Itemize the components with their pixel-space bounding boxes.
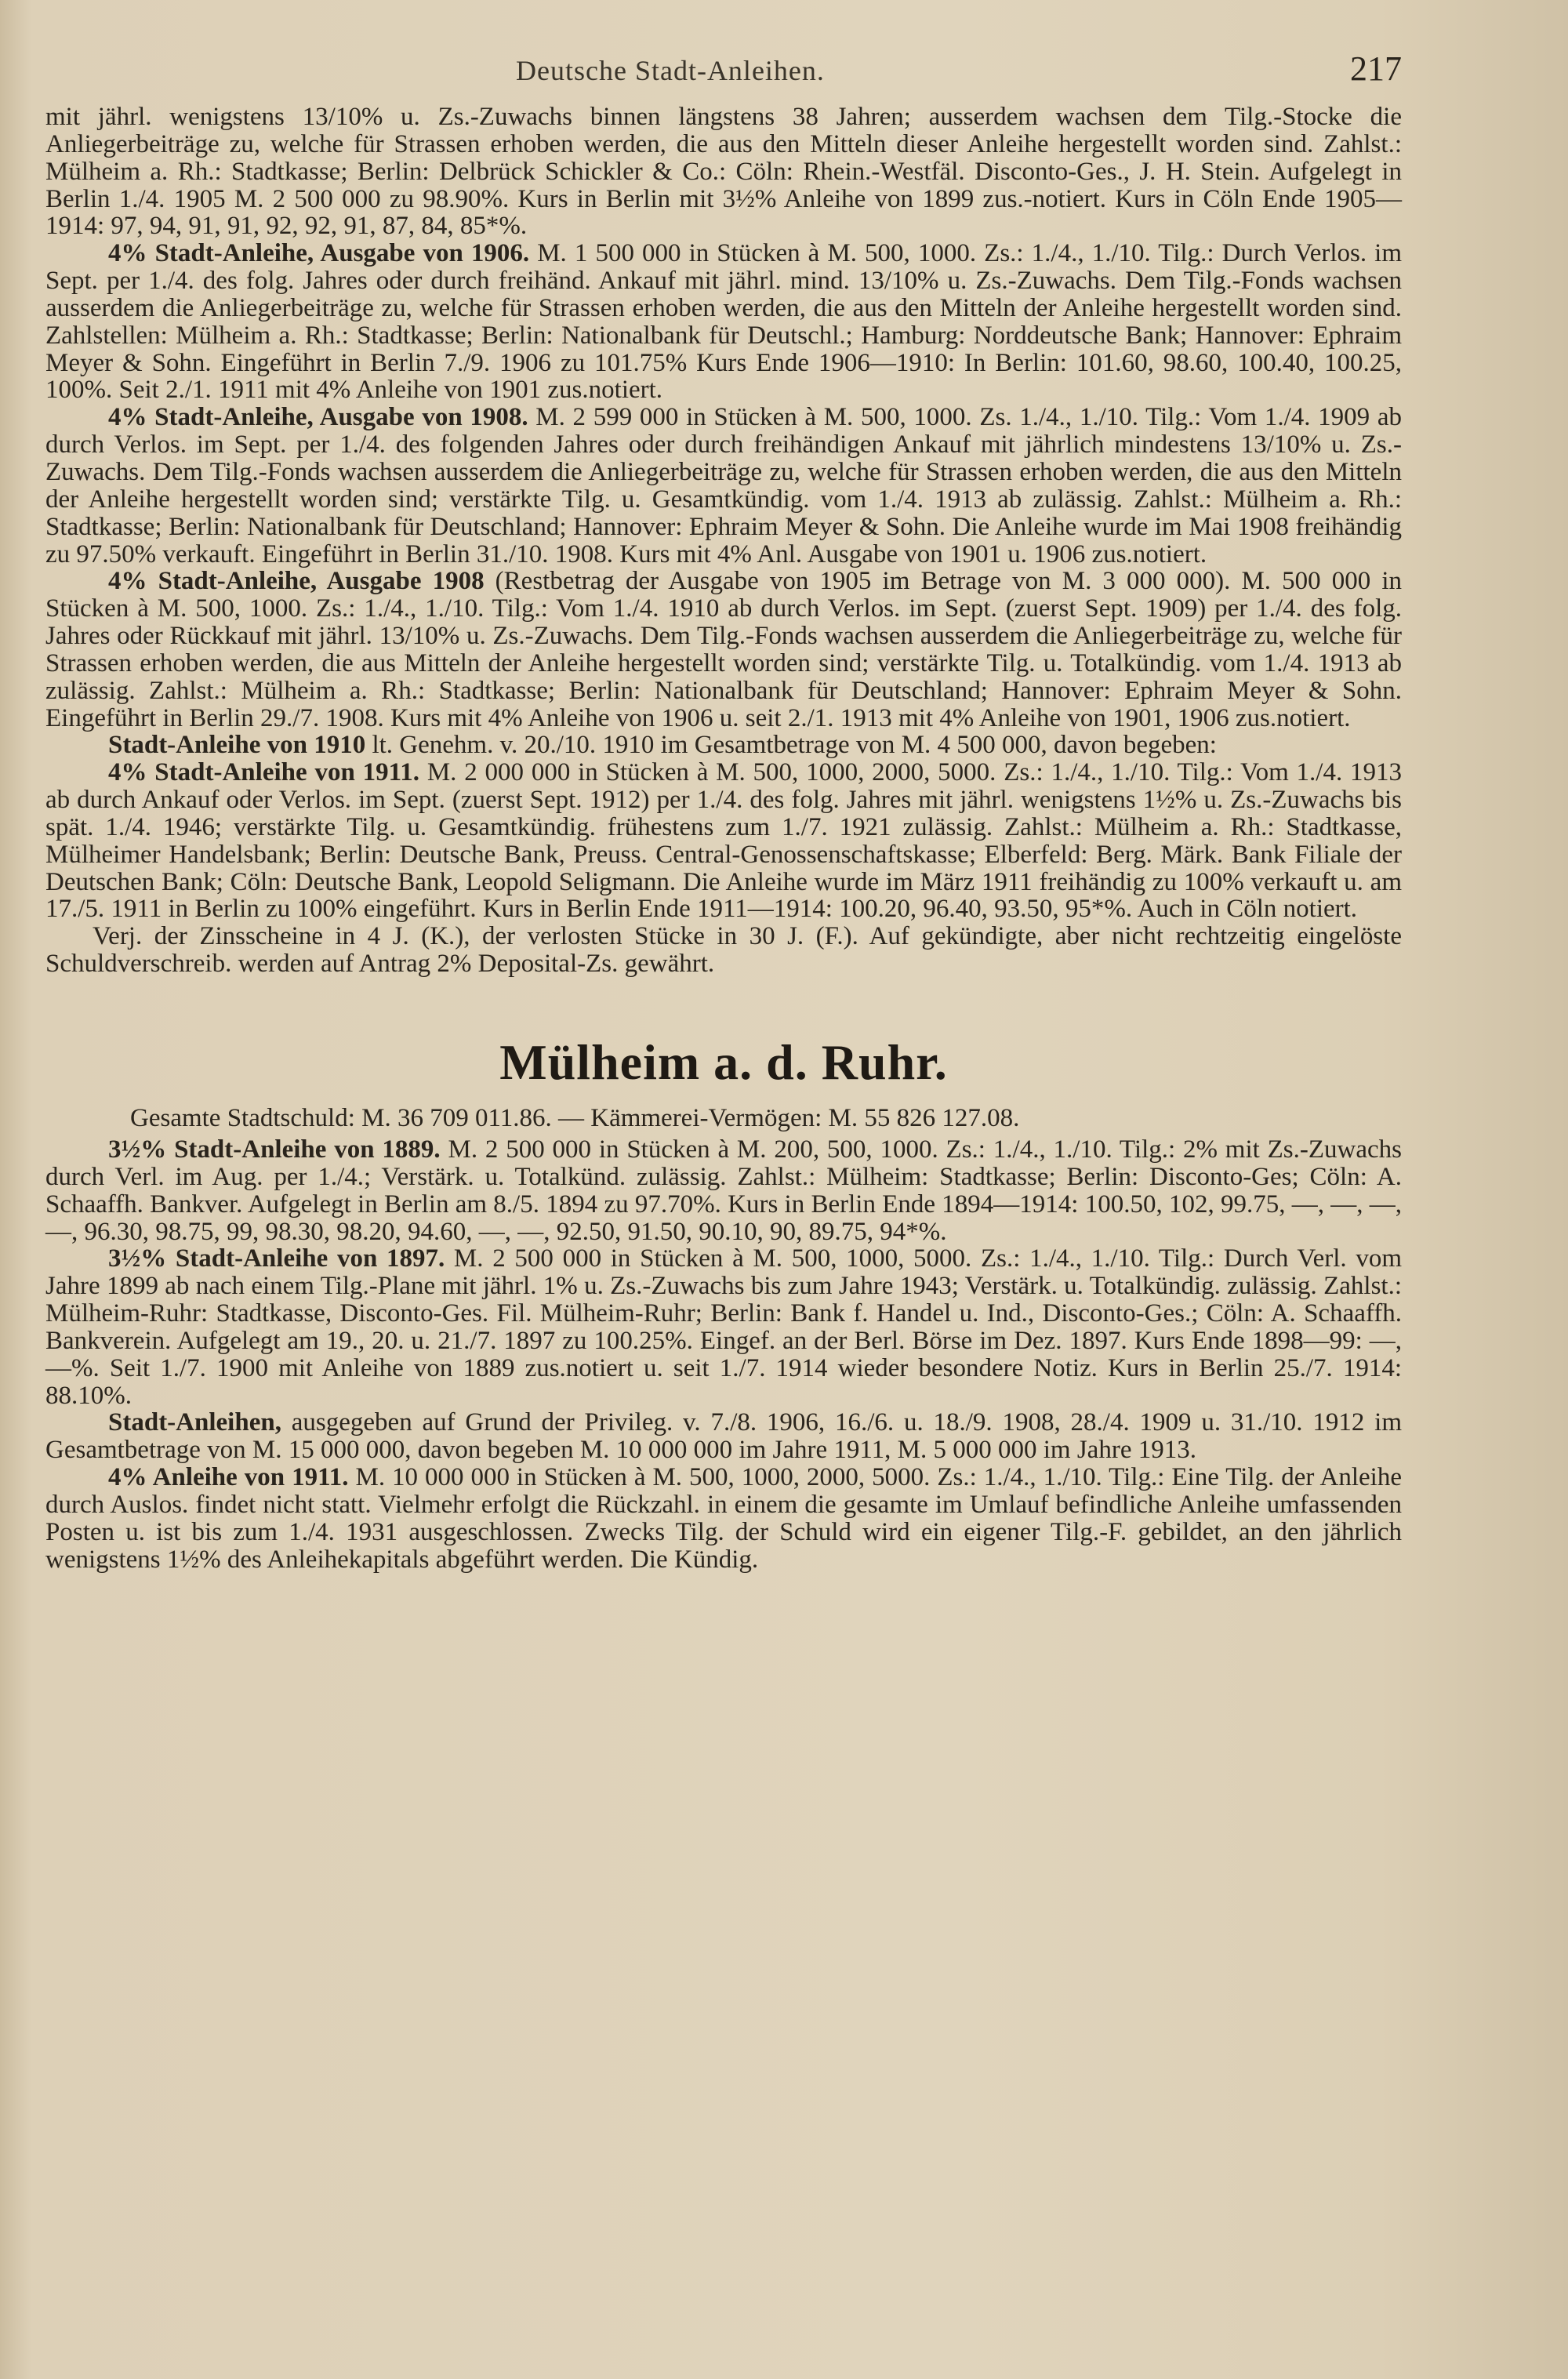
entry-heading: Stadt-Anleihen,	[108, 1408, 281, 1437]
entry-body: M. 2 500 000 in Stücken à M. 200, 500, 1000. Zs.: 1./4., 1./10. Tilg.: 2% mit Zs.-Zuwachs durch Verl. im Aug. per 1./4.; Verstärk. u. Totalkünd. zulässig. Zahlst.: Mülheim: Stadtkasse; Berlin: Disconto-Ges; Cöln: A. Schaaffh. Bankver. Aufgelegt in Berlin am 8./5. 1894 zu 97.70%. Kurs in Berlin Ende 1894—1914: 100.50, 102, 99.75, —, —, —, —, 96.30, 98.75, 99, 98.30, 98.20, 94.60, —, —, 92.50, 91.50, 90.10, 90, 89.75, 94*%.	[45, 1135, 1402, 1246]
entry-anleihe-1908-rest	[45, 568, 1402, 732]
entry-stadt-anleihen	[45, 1409, 1402, 1464]
entry-body: (Restbetrag der Ausgabe von 1905 im Betrage von M. 3 000 000). M. 500 000 in Stücken à M. 500, 1000. Zs.: 1./4., 1./10. Tilg.: Vom 1./4. 1910 ab durch Verlos. im Sept. (zuerst Sept. 1909) per 1./4. des folg. Jahres oder Rückkauf mit jährl. 13/10% u. Zs.-Zuwachs. Dem Tilg.-Fonds wachsen ausserdem die Anliegerbeiträge zu, welche für Strassen erhoben werden, die aus Mitteln der Anleihe hergestellt worden sind; verstärkte Tilg. u. Totalkündig. vom 1./4. 1913 ab zulässig. Zahlst.: Mülheim a. Rh.: Stadtkasse; Berlin: Nationalbank für Deutschland; Hannover: Ephraim Meyer & Sohn. Eingeführt in Berlin 29./7. 1908. Kurs mit 4% Anleihe von 1906 u. seit 2./1. 1913 mit 4% Anleihe von 1901, 1906 zus.notiert.	[45, 567, 1402, 732]
section-title: Mülheim a. d. Ruhr.	[499, 1034, 948, 1090]
paragraph-verjaehrung: Verj. der Zinsscheine in 4 J. (K.), der verlosten Stücke in 30 J. (F.). Auf gekündigte, aber nicht rechtzeitig eingelöste Schuldverschreib. werden auf Antrag 2% Deposital-Zs. gewährt.	[45, 922, 1402, 979]
debt-summary: Gesamte Stadtschuld: M. 36 709 011.86. — Kämmerei-Vermögen: M. 55 826 127.08.	[130, 1104, 1020, 1132]
entry-heading: 4% Stadt-Anleihe, Ausgabe von 1906.	[108, 239, 530, 268]
paragraph-continuation: mit jährl. wenigstens 13/10% u. Zs.-Zuwachs binnen längstens 38 Jahren; ausserdem wachsen dem Tilg.-Stocke die Anliegerbeiträge zu, welche für Strassen erhoben werden, die aus den Mitteln dieser Anleihe hergestellt worden sind. Zahlst.: Mülheim a. Rh.: Stadtkasse; Berlin: Delbrück Schickler & Co.: Cöln: Rhein.-Westfäl. Disconto-Ges., J. H. Stein. Aufgelegt in Berlin 1./4. 1905 M. 2 500 000 zu 98.90%. Kurs in Berlin mit 3½% Anleihe von 1899 zus.-notiert. Kurs in Cöln Ende 1905—1914: 97, 94, 91, 91, 92, 92, 91, 87, 84, 85*%.	[45, 103, 1402, 241]
entry-anleihe-1906	[45, 240, 1402, 404]
running-title: Deutsche Stadt-Anleihen.	[516, 55, 825, 86]
entry-heading: 4% Anleihe von 1911.	[108, 1463, 349, 1492]
entry-heading: 3½% Stadt-Anleihe von 1897.	[108, 1244, 445, 1273]
section-muelheim-ruhr	[45, 1031, 1402, 1574]
entry-anleihe-1910	[45, 732, 1402, 759]
entry-body: M. 10 000 000 in Stücken à M. 500, 1000, 2000, 5000. Zs.: 1./4., 1./10. Tilg.: Eine Tilg. der Anleihe durch Auslos. findet nicht statt. Vielmehr erfolgt die Rückzahl. in einem die gesamte im Umlauf befindliche Anleihe umfassenden Posten u. ist bis zum 1./4. 1931 ausgeschlossen. Zwecks Tilg. der Schuld wird ein eigener Tilg.-F. gebildet, an den jährlich wenigstens 1½% des Anleihekapitals abgeführt werden. Die Kündig.	[45, 1463, 1403, 1574]
entry-body: M. 2 500 000 in Stücken à M. 500, 1000, 5000. Zs.: 1./4., 1./10. Tilg.: Durch Verl. vom Jahre 1899 ab nach einem Tilg.-Plane mit jährl. 1% u. Zs.-Zuwachs bis zum Jahre 1943; Verstärk. u. Totalkündig. zulässig. Zahlst.: Mülheim-Ruhr: Stadtkasse, Disconto-Ges. Fil. Mülheim-Ruhr; Berlin: Bank f. Handel u. Ind., Disconto-Ges.; Cöln: A. Schaaffh. Bankverein. Aufgelegt am 19., 20. u. 21./7. 1897 zu 100.25%. Eingef. an der Berl. Börse im Dez. 1897. Kurs Ende 1898—99: —, —%. Seit 1./7. 1900 mit Anleihe von 1889 zus.notiert u. seit 1./7. 1914 wieder besondere Notiz. Kurs in Berlin 25./7. 1914: 88.10%.	[45, 1244, 1403, 1410]
entry-anleihe-1911	[45, 759, 1402, 923]
entry-anleihe-1897	[45, 1245, 1402, 1409]
entry-heading: 3½% Stadt-Anleihe von 1889.	[108, 1135, 441, 1164]
entry-anleihe-1908	[45, 404, 1402, 568]
entry-heading: 4% Stadt-Anleihe, Ausgabe 1908	[108, 567, 485, 596]
entry-body: M. 2 599 000 in Stücken à M. 500, 1000. Zs. 1./4., 1./10. Tilg.: Vom 1./4. 1909 ab durch Verlos. im Sept. per 1./4. des folgenden Jahres oder durch freihändigen Ankauf mit jährlich mindestens 13/10% u. Zs.-Zuwachs. Dem Tilg.-Fonds wachsen ausserdem die Anliegerbeiträge zu, welche für Strassen erhoben werden, die aus den Mitteln der Anleihe hergestellt worden sind; verstärkte Tilg. u. Gesamtkündig. vom 1./4. 1913 ab zulässig. Zahlst.: Mülheim a. Rh.: Stadtkasse; Berlin: Nationalbank für Deutschland; Hannover: Ephraim Meyer & Sohn. Die Anleihe wurde im Mai 1908 freihändig zu 97.50% verkauft. Eingeführt in Berlin 31./10. 1908. Kurs mit 4% Anl. Ausgabe von 1901 u. 1906 zus.notiert.	[45, 403, 1403, 568]
entry-anleihe-1889	[45, 1136, 1402, 1245]
entry-body: lt. Genehm. v. 20./10. 1910 im Gesamtbetrage von M. 4 500 000, davon begeben:	[365, 731, 1217, 760]
page-number: 217	[1350, 49, 1402, 88]
entry-anleihe-1911-ruhr	[45, 1464, 1402, 1573]
entry-body: ausgegeben auf Grund der Privileg. v. 7./8. 1906, 16./6. u. 18./9. 1908, 28./4. 1909 u. 31./10. 1912 im Gesamtbetrage von M. 15 000 000, davon begeben M. 10 000 000 im Jahre 1911, M. 5 000 000 im Jahre 1913.	[45, 1408, 1402, 1465]
entry-heading: 4% Stadt-Anleihe von 1911.	[108, 758, 420, 787]
entry-body: M. 2 000 000 in Stücken à M. 500, 1000, 2000, 5000. Zs.: 1./4., 1./10. Tilg.: Vom 1./4. 1913 ab durch Ankauf oder Verlos. im Sept. (zuerst Sept. 1912) per 1./4. des folg. Jahres mit jährl. wenigstens 1½% u. Zs.-Zuwachs bis spät. 1./4. 1946; verstärkte Tilg. u. Gesamtkündig. frühestens zum 1./7. 1921 zulässig. Zahlst.: Mülheim a. Rh.: Stadtkasse, Mülheimer Handelsbank; Berlin: Deutsche Bank, Preuss. Central-Genossenschaftskasse; Elberfeld: Berg. Märk. Bank Filiale der Deutschen Bank; Cöln: Deutsche Bank, Leopold Seligmann. Die Anleihe wurde im März 1911 freihändig zu 100% verkauft u. am 17./5. 1911 in Berlin zu 100% eingeführt. Kurs in Berlin Ende 1911—1914: 100.20, 96.40, 93.50, 95*%. Auch in Cöln notiert.	[45, 758, 1403, 924]
running-head	[45, 49, 1402, 94]
entry-heading: 4% Stadt-Anleihe, Ausgabe von 1908.	[108, 403, 528, 432]
entry-body: M. 1 500 000 in Stücken à M. 500, 1000. Zs.: 1./4., 1./10. Tilg.: Durch Verlos. im Sept. per 1./4. des folg. Jahres oder durch freihänd. Ankauf mit jährl. mind. 13/10% u. Zs.-Zuwachs. Dem Tilg.-Fonds wachsen ausserdem die Anliegerbeiträge zu, welche für Strassen erhoben werden, die aus den Mitteln der Anleihe hergestellt worden sind. Zahlstellen: Mülheim a. Rh.: Stadtkasse; Berlin: Nationalbank für Deutschl.; Hamburg: Norddeutsche Bank; Hannover: Ephraim Meyer & Sohn. Eingeführt in Berlin 7./9. 1906 zu 101.75% Kurs Ende 1906—1910: In Berlin: 101.60, 98.60, 100.40, 100.25, 100%. Seit 2./1. 1911 mit 4% Anleihe von 1901 zus.notiert.	[45, 239, 1402, 405]
entry-heading: Stadt-Anleihe von 1910	[108, 731, 366, 760]
